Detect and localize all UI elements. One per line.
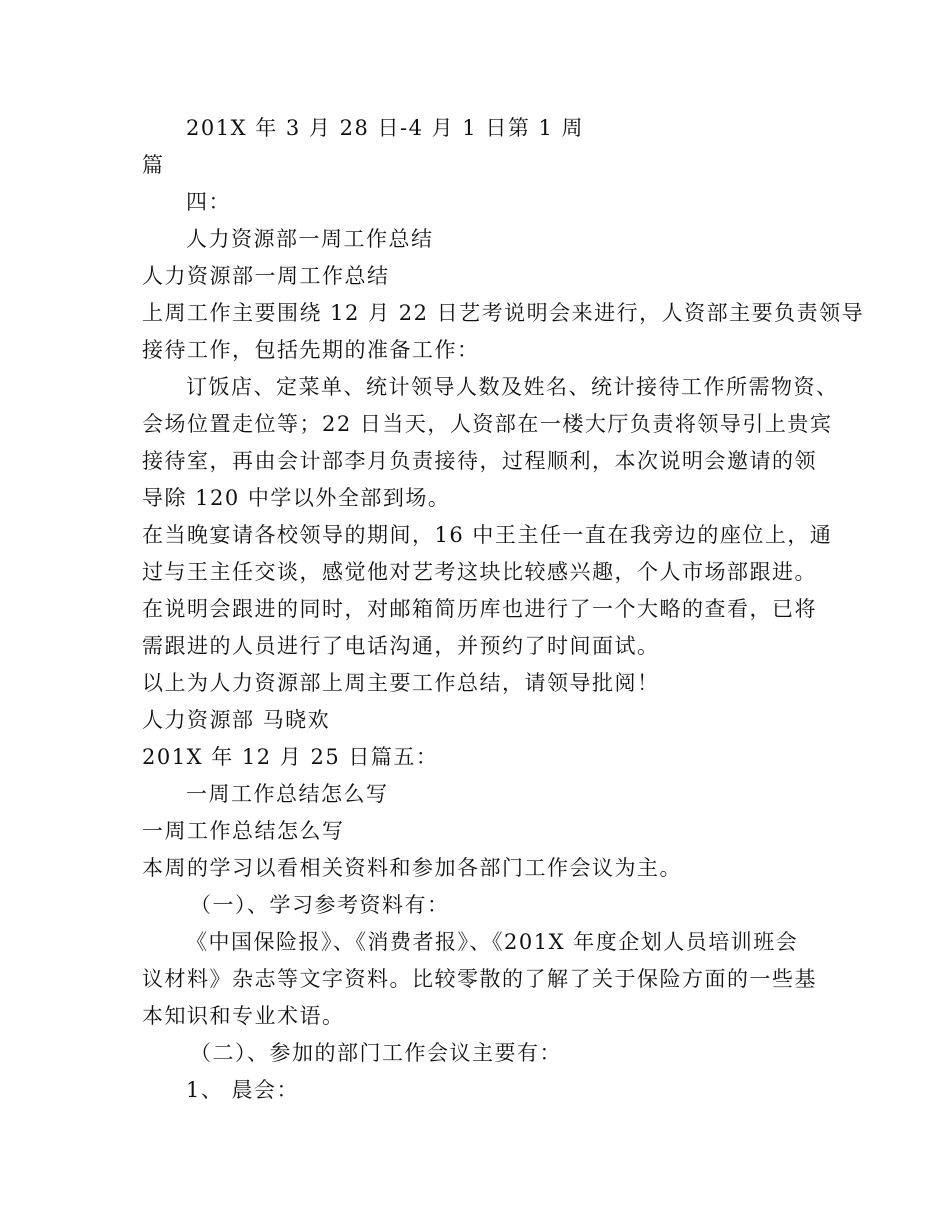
text-line: 会场位置走位等；22 日当天，人资部在一楼大厅负责将领导引上贵宾	[142, 412, 833, 436]
text-line: 在说明会跟进的同时，对邮箱简历库也进行了一个大略的查看，已将	[142, 597, 817, 621]
section-heading: 人力资源部一周工作总结	[186, 227, 434, 251]
subsection-heading: （二）、参加的部门工作会议主要有：	[190, 1041, 562, 1065]
text-line: 导除 120 中学以外全部到场。	[142, 486, 451, 510]
text-line: 议材料》杂志等文字资料。比较零散的了解了关于保险方面的一些基	[142, 967, 817, 991]
text-line: 接待工作，包括先期的准备工作：	[142, 338, 480, 362]
text-line: 篇	[142, 153, 165, 177]
text-line: 订饭店、定菜单、统计领导人数及姓名、统计接待工作所需物资、	[186, 375, 839, 399]
text-line: 四：	[186, 190, 231, 214]
text-line: 需跟进的人员进行了电话沟通，并预约了时间面试。	[142, 634, 660, 658]
text-line: 《中国保险报》、《消费者报》、《201X 年度企划人员培训班会	[186, 930, 799, 954]
signature-line: 人力资源部 马晓欢	[142, 708, 331, 732]
section-title: 一周工作总结怎么写	[142, 819, 345, 843]
text-line: 本周的学习以看相关资料和参加各部门工作会议为主。	[142, 856, 682, 880]
text-line: 过与王主任交谈，感觉他对艺考这块比较感兴趣，个人市场部跟进。	[142, 560, 817, 584]
text-line: 以上为人力资源部上周主要工作总结，请领导批阅！	[142, 671, 660, 695]
text-line: 本知识和专业术语。	[142, 1004, 345, 1028]
list-item: 1、 晨会：	[186, 1078, 300, 1102]
section-heading: 一周工作总结怎么写	[186, 782, 389, 806]
text-line: 接待室，再由会计部李月负责接待，过程顺利，本次说明会邀请的领	[142, 449, 817, 473]
text-line: 上周工作主要围绕 12 月 22 日艺考说明会来进行，人资部主要负责领导	[142, 301, 865, 325]
text-line: 201X 年 3 月 28 日-4 月 1 日第 1 周	[186, 116, 585, 140]
text-line: 在当晚宴请各校领导的期间，16 中王主任一直在我旁边的座位上，通	[142, 523, 833, 547]
date-line: 201X 年 12 月 25 日篇五：	[142, 745, 439, 769]
subsection-heading: （一）、学习参考资料有：	[190, 893, 450, 917]
section-title: 人力资源部一周工作总结	[142, 264, 390, 288]
